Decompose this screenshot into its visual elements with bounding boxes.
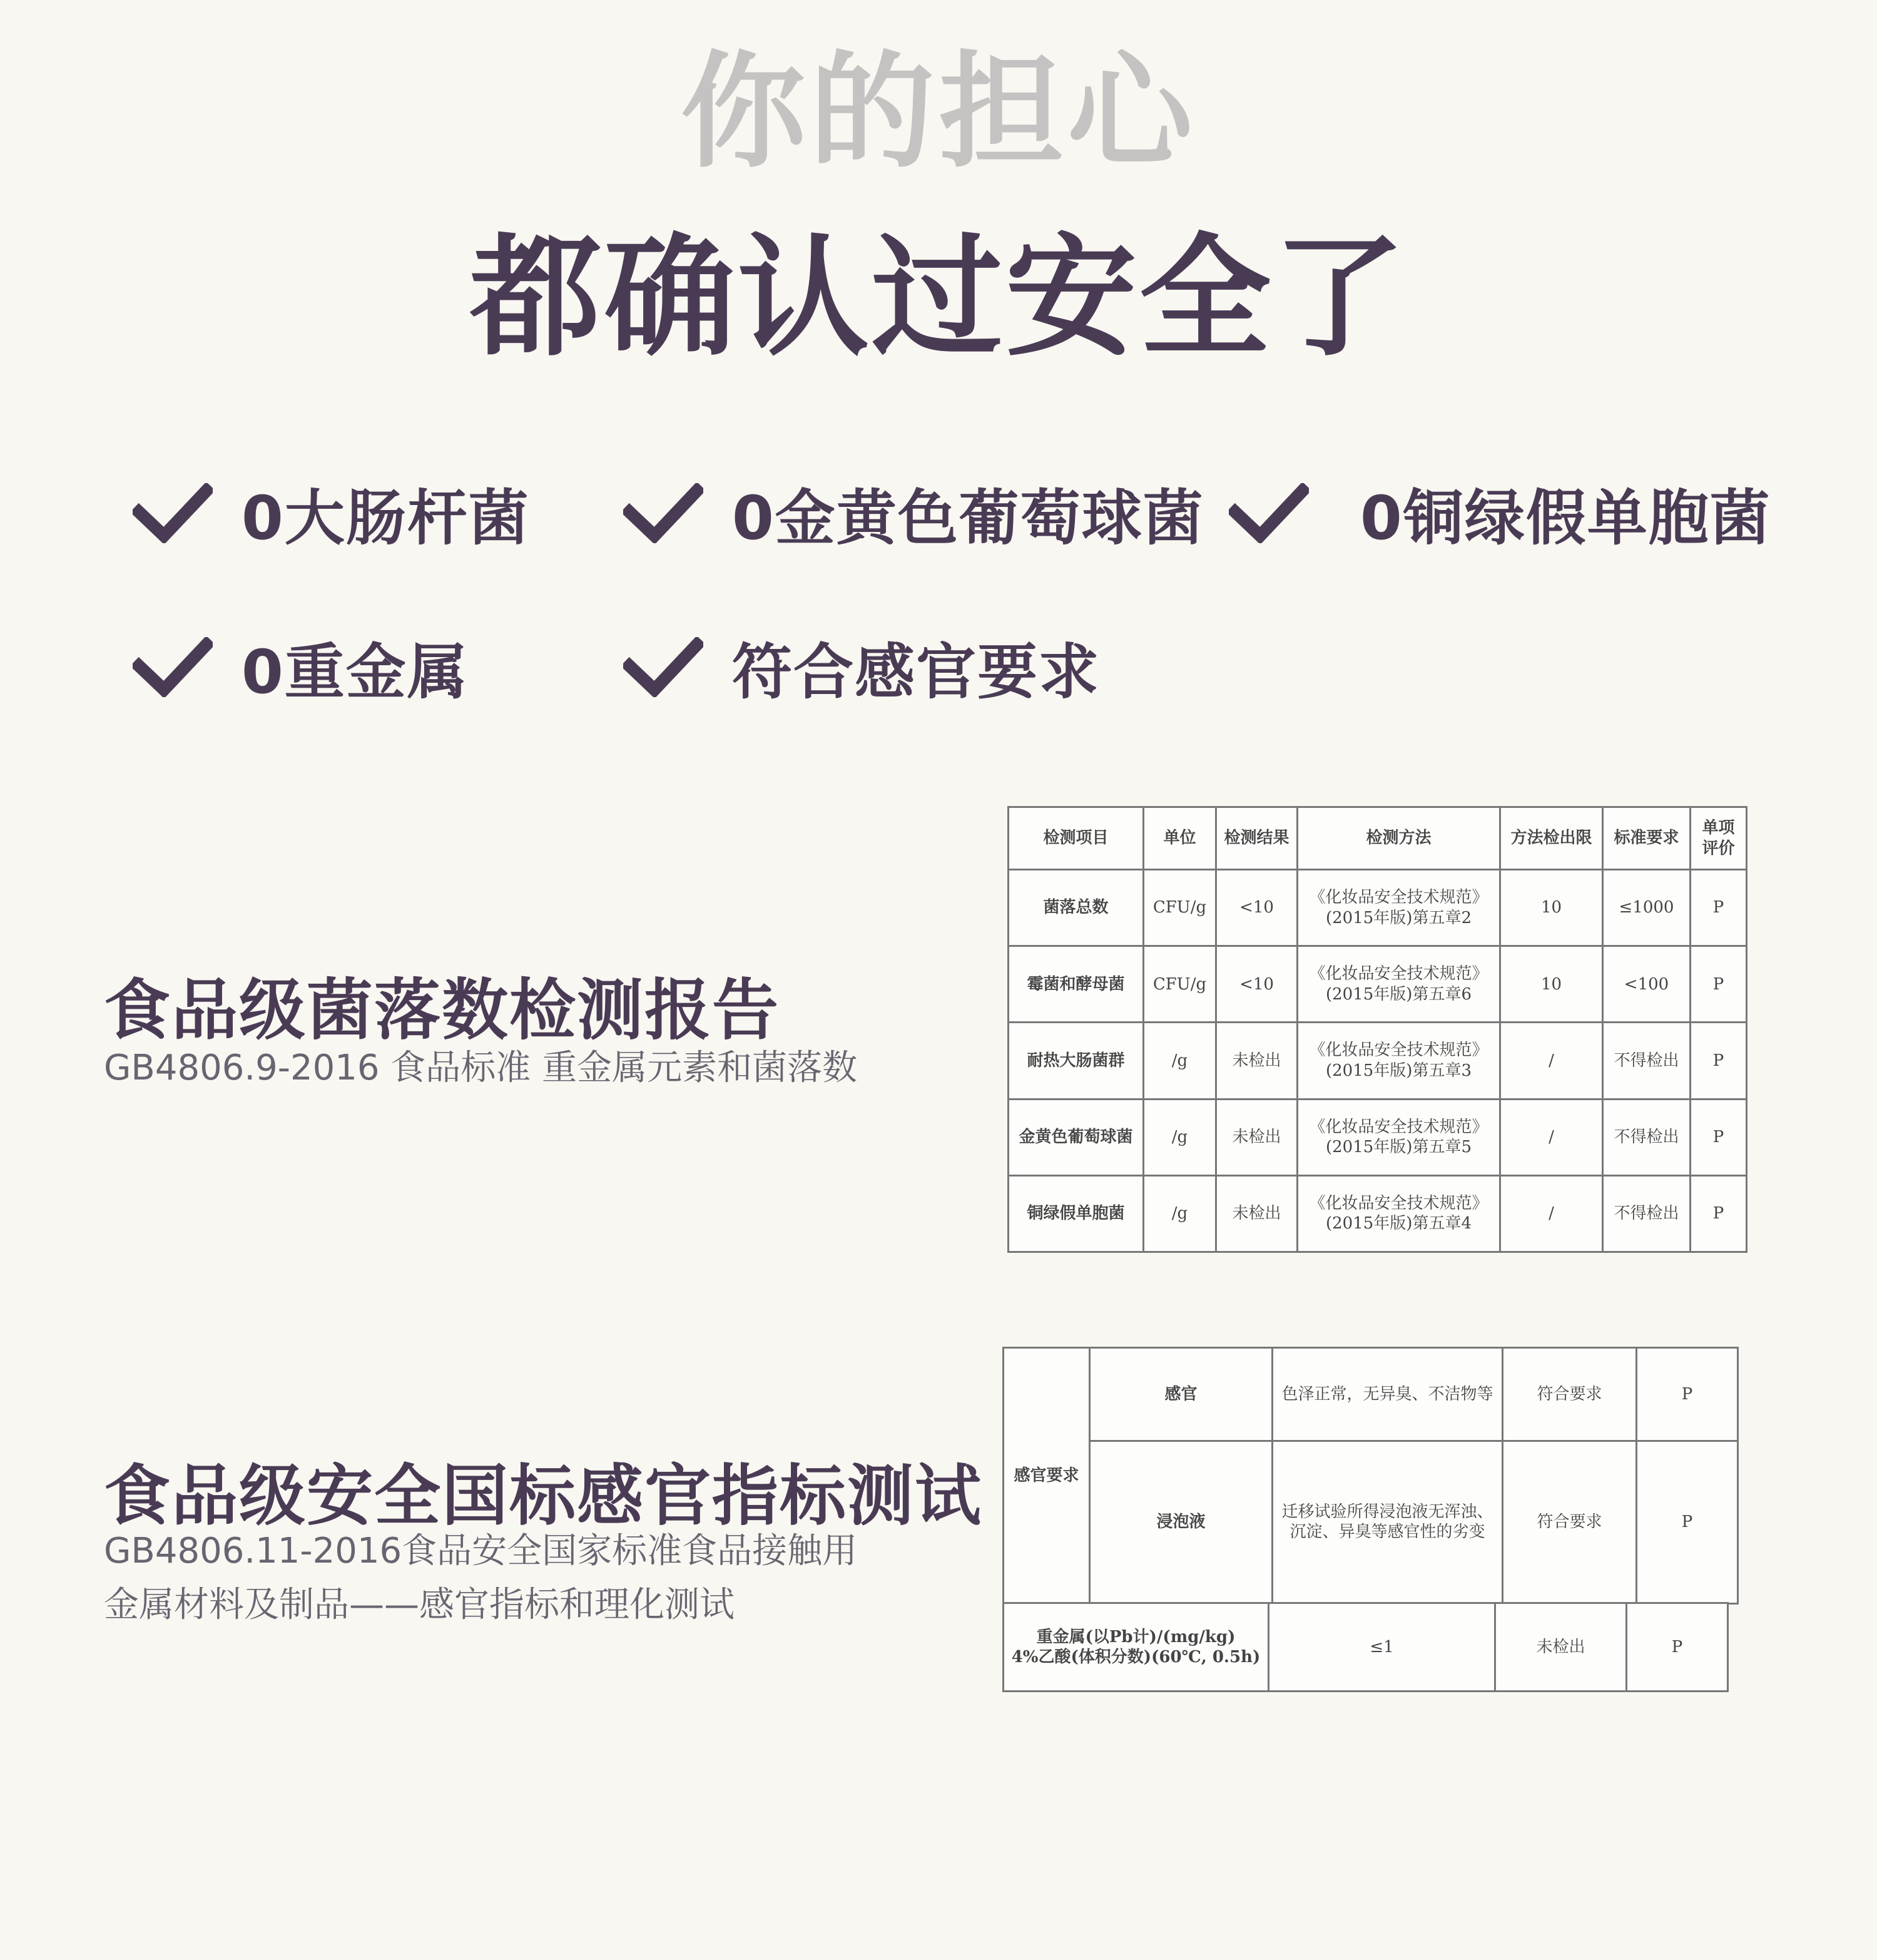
table-cell: <10 [1216, 870, 1298, 946]
table-group-label: 感官要求 [1004, 1348, 1090, 1604]
table-cell: 未检出 [1495, 1603, 1627, 1692]
table-cell: 10 [1500, 870, 1603, 946]
check-label: 0铜绿假单胞菌 [1360, 482, 1771, 553]
table-cell: 霉菌和酵母菌 [1009, 946, 1144, 1023]
table-cell: CFU/g [1144, 870, 1216, 946]
check-label: 0重金属 [242, 636, 469, 707]
metal-item-line-2: 4%乙酸(体积分数)(60℃, 0.5h) [1011, 1648, 1261, 1667]
colony-count-report-table [1007, 806, 1747, 1253]
table-cell: P [1691, 1099, 1747, 1175]
checkmark-icon [623, 483, 703, 543]
checkmark-icon [133, 483, 213, 543]
check-item-sensory [623, 630, 1100, 705]
heavy-metal-table [1002, 1602, 1729, 1692]
table-cell: 未检出 [1216, 1023, 1298, 1099]
table-cell: P [1691, 946, 1747, 1023]
table-cell: ≤1 [1269, 1603, 1495, 1692]
table-cell: / [1500, 1175, 1603, 1252]
check-item-heavy-metal [133, 630, 469, 705]
table-cell: /g [1144, 1099, 1216, 1175]
table-cell: 《化妆品安全技术规范》(2015年版)第五章5 [1298, 1099, 1500, 1175]
table-cell: 耐热大肠菌群 [1009, 1023, 1144, 1099]
table-cell: 《化妆品安全技术规范》(2015年版)第五章3 [1298, 1023, 1500, 1099]
table-cell: /g [1144, 1023, 1216, 1099]
checkmark-icon [133, 637, 213, 697]
table-row [1009, 1175, 1747, 1252]
table-cell: 铜绿假单胞菌 [1009, 1175, 1144, 1252]
table-cell: P [1691, 870, 1747, 946]
table-cell: 菌落总数 [1009, 870, 1144, 946]
table-cell: <10 [1216, 946, 1298, 1023]
table-cell: 10 [1500, 946, 1603, 1023]
report1-title: 食品级菌落数检测报告 [104, 972, 780, 1049]
table-header: 标准要求 [1603, 807, 1691, 870]
table-cell: 《化妆品安全技术规范》(2015年版)第五章6 [1298, 946, 1500, 1023]
checkmark-icon [1229, 483, 1309, 543]
table-row [1009, 870, 1747, 946]
table-header: 检测结果 [1216, 807, 1298, 870]
headline-line-2: 都确认过安全了 [469, 221, 1407, 374]
table-cell: 未检出 [1216, 1175, 1298, 1252]
table-header: 检测项目 [1009, 807, 1144, 870]
table-row [1009, 1099, 1747, 1175]
report2-desc-line-1: GB4806.11-2016食品安全国家标准食品接触用 [104, 1531, 858, 1571]
table-cell: P [1637, 1348, 1738, 1441]
table-header: 单项评价 [1691, 807, 1747, 870]
table-cell: P [1637, 1441, 1738, 1603]
table-header: 单位 [1144, 807, 1216, 870]
table-cell: /g [1144, 1175, 1216, 1252]
sensory-requirements-table [1002, 1347, 1739, 1605]
table-header-row [1009, 807, 1747, 870]
table-cell: 色泽正常，无异臭、不洁物等 [1273, 1348, 1503, 1441]
table-cell: P [1627, 1603, 1728, 1692]
table-row [1004, 1603, 1728, 1692]
table-cell [1004, 1603, 1269, 1692]
checkmark-icon [623, 637, 703, 697]
table-cell: 符合要求 [1503, 1441, 1637, 1603]
headline-line-1: 你的担心 [680, 39, 1196, 185]
table-cell: 符合要求 [1503, 1348, 1637, 1441]
table-cell: CFU/g [1144, 946, 1216, 1023]
table-cell: 不得检出 [1603, 1099, 1691, 1175]
table-cell: 感官 [1090, 1348, 1273, 1441]
check-label: 0金黄色葡萄球菌 [732, 482, 1204, 553]
check-item-e-coli [133, 476, 530, 551]
metal-item-line-1: 重金属(以Pb计)/(mg/kg) [1036, 1627, 1236, 1646]
table-cell: P [1691, 1023, 1747, 1099]
table-cell: 未检出 [1216, 1099, 1298, 1175]
check-item-pseudomonas [1229, 476, 1771, 551]
table-cell: 《化妆品安全技术规范》(2015年版)第五章4 [1298, 1175, 1500, 1252]
check-item-staphylococcus [623, 476, 1204, 551]
check-label: 符合感官要求 [732, 636, 1100, 707]
table-header: 检测方法 [1298, 807, 1500, 870]
table-cell: 浸泡液 [1090, 1441, 1273, 1603]
report1-desc: GB4806.9-2016 食品标准 重金属元素和菌落数 [104, 1048, 858, 1088]
table-row [1009, 1023, 1747, 1099]
table-cell: ≤1000 [1603, 870, 1691, 946]
table-header: 方法检出限 [1500, 807, 1603, 870]
table-cell: / [1500, 1023, 1603, 1099]
table-cell: 不得检出 [1603, 1023, 1691, 1099]
table-cell: 迁移试验所得浸泡液无浑浊、沉淀、异臭等感官性的劣变 [1273, 1441, 1503, 1603]
report2-desc-line-2: 金属材料及制品——感官指标和理化测试 [104, 1585, 735, 1625]
table-row [1004, 1441, 1738, 1603]
table-cell: 不得检出 [1603, 1175, 1691, 1252]
table-row [1004, 1348, 1738, 1441]
report2-title: 食品级安全国标感官指标测试 [104, 1457, 982, 1534]
table-cell: 《化妆品安全技术规范》(2015年版)第五章2 [1298, 870, 1500, 946]
table-row [1009, 946, 1747, 1023]
table-cell: / [1500, 1099, 1603, 1175]
table-cell: <100 [1603, 946, 1691, 1023]
table-cell: P [1691, 1175, 1747, 1252]
table-cell: 金黄色葡萄球菌 [1009, 1099, 1144, 1175]
check-label: 0大肠杆菌 [242, 482, 530, 553]
